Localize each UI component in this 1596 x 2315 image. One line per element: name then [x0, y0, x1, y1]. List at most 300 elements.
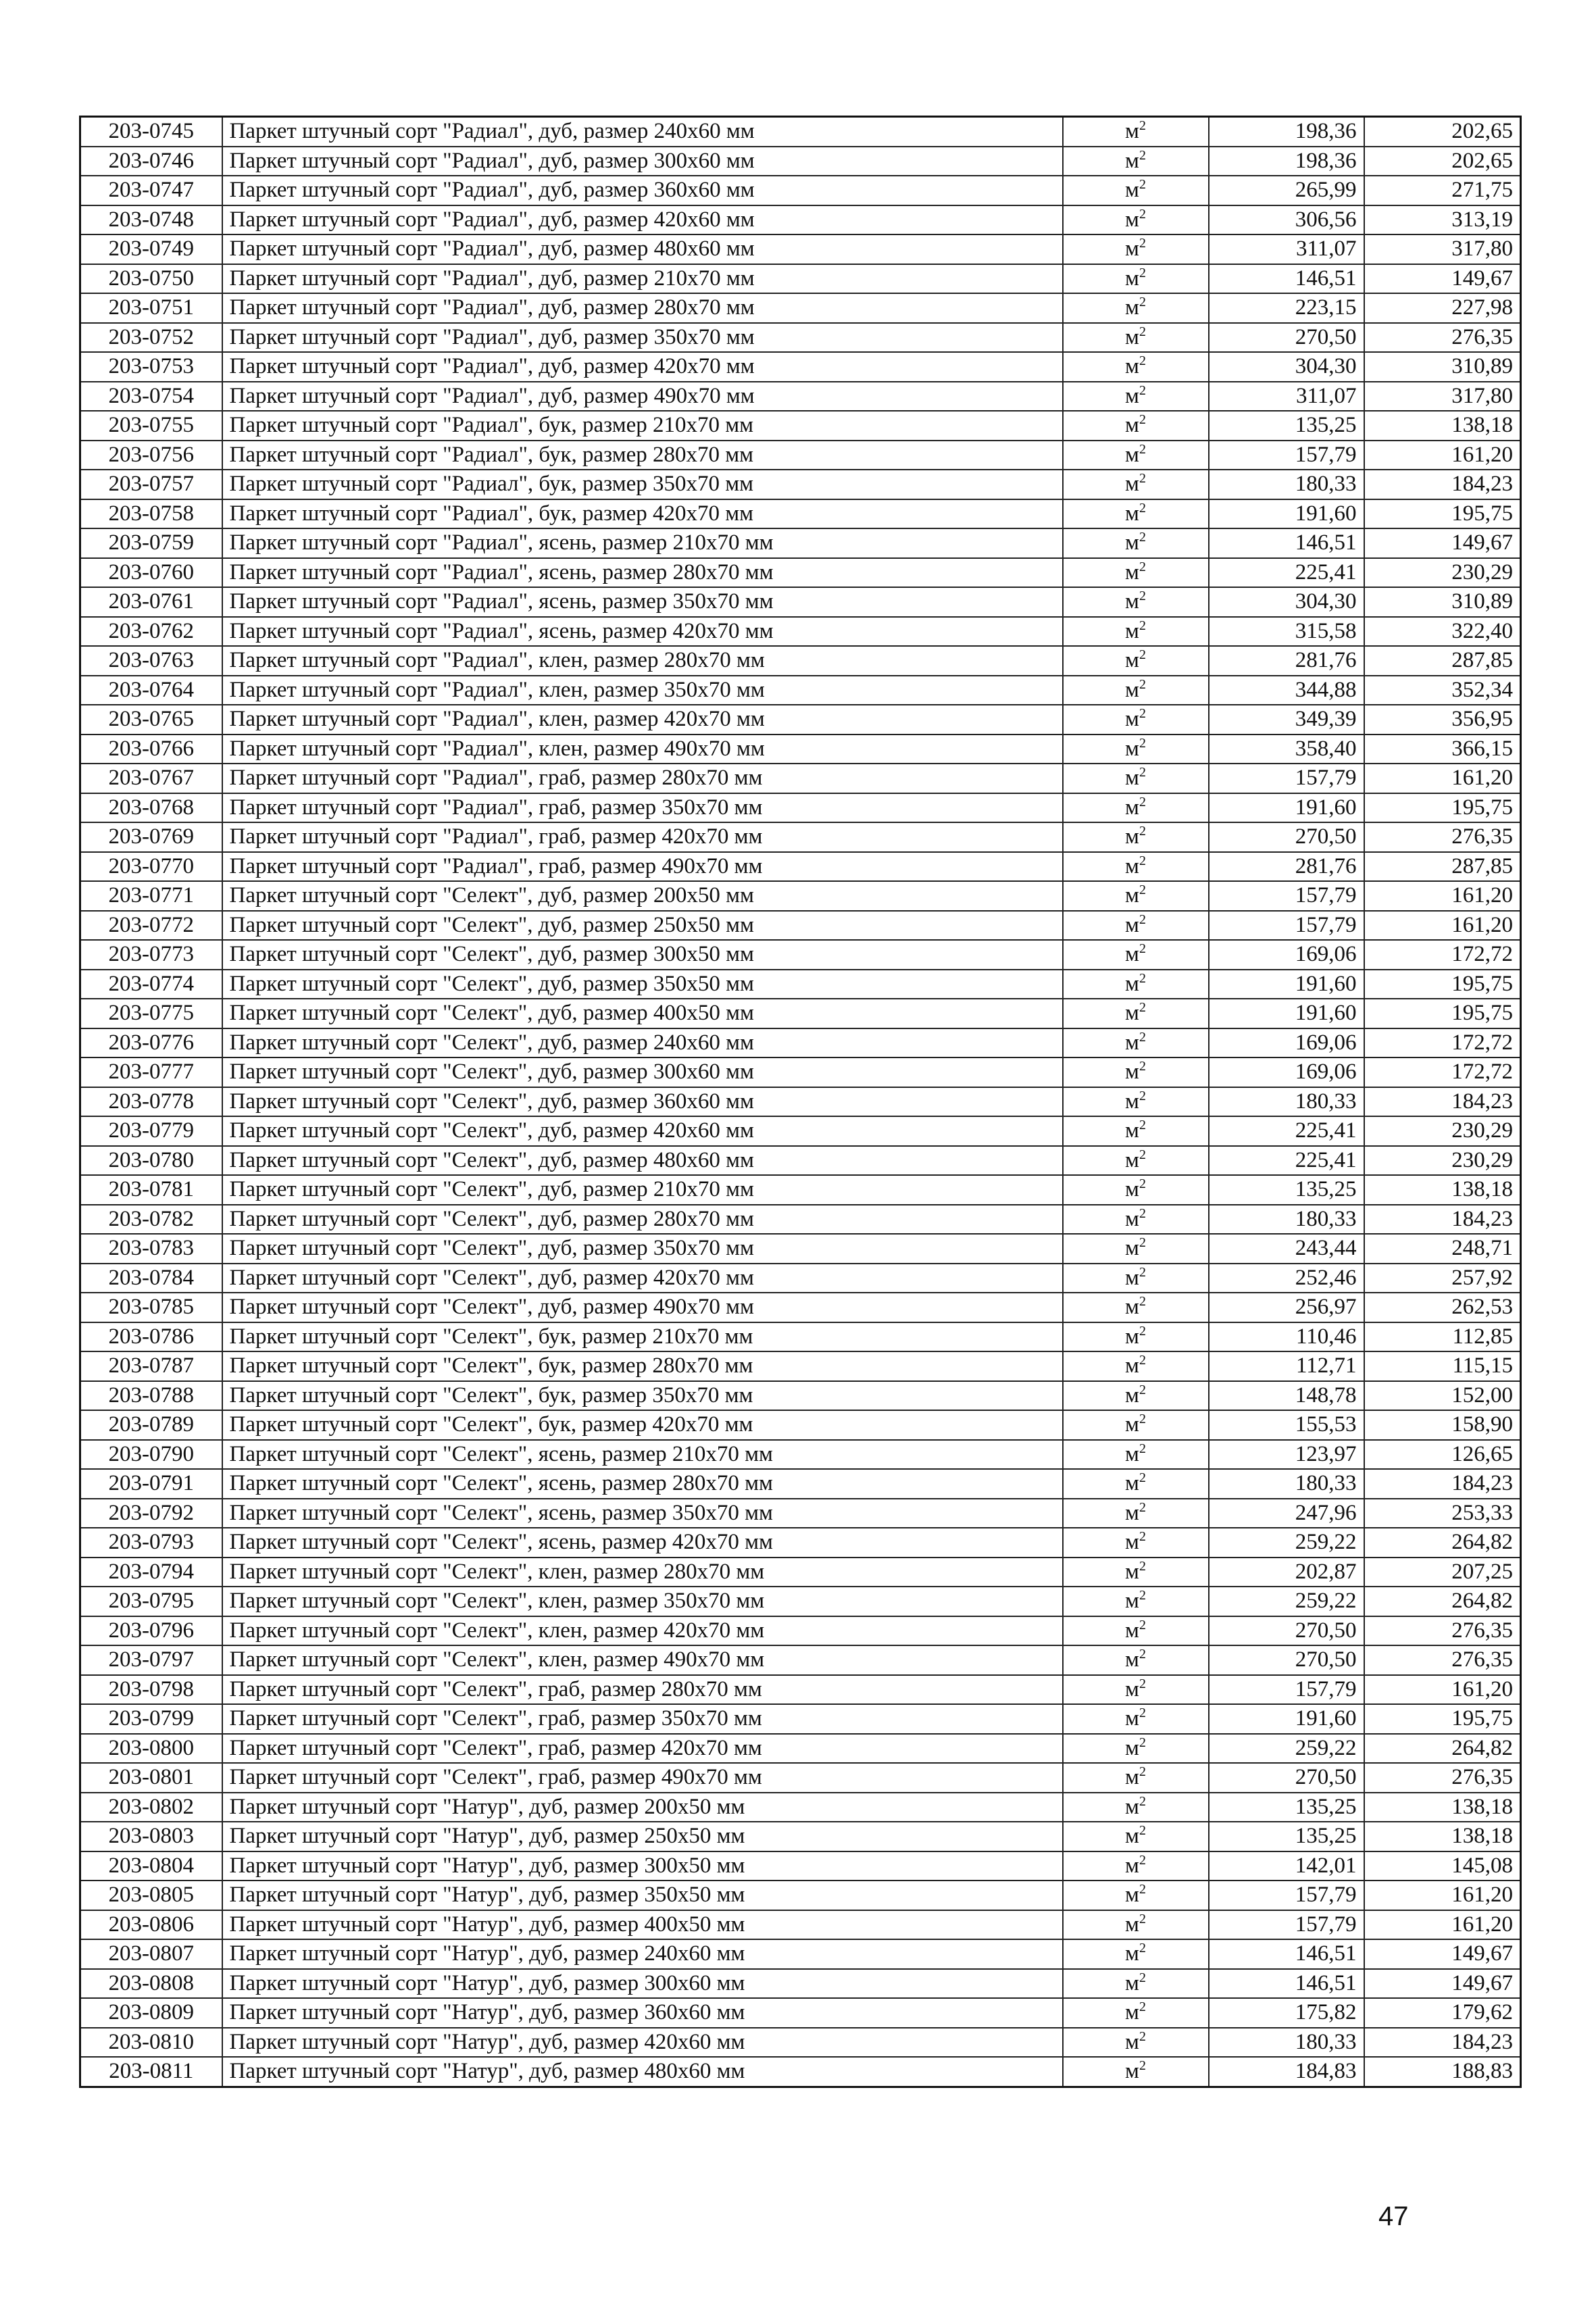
unit-base: м	[1125, 178, 1139, 203]
price-cell: 225,41	[1209, 558, 1364, 588]
price-cell: 281,76	[1209, 852, 1364, 882]
unit-base: м	[1125, 1177, 1139, 1202]
unit-cell	[1063, 1587, 1209, 1616]
item-code-cell: 203-0800	[80, 1734, 222, 1764]
price-cell: 198,36	[1209, 147, 1364, 176]
item-code-cell: 203-0787	[80, 1351, 222, 1381]
price-with-tax-cell: 264,82	[1364, 1528, 1521, 1558]
unit-cell	[1063, 558, 1209, 588]
table-row	[80, 558, 1521, 588]
unit-power: 2	[1139, 1382, 1146, 1397]
table-row	[80, 1057, 1521, 1087]
item-name-cell: Паркет штучный сорт "Радиал", клен, размер 280х70 мм	[222, 646, 1063, 676]
unit-cell	[1063, 1440, 1209, 1470]
item-name-cell: Паркет штучный сорт "Селект", дуб, размер 400х50 мм	[222, 999, 1063, 1028]
unit-power: 2	[1139, 1118, 1146, 1133]
unit-cell	[1063, 1322, 1209, 1352]
price-cell: 180,33	[1209, 1469, 1364, 1499]
price-cell: 358,40	[1209, 735, 1364, 764]
item-name-cell: Паркет штучный сорт "Радиал", бук, размер 350х70 мм	[222, 470, 1063, 499]
item-code-cell: 203-0753	[80, 352, 222, 382]
unit-power: 2	[1139, 1852, 1146, 1868]
table-row	[80, 1440, 1521, 1470]
table-row	[80, 1587, 1521, 1616]
item-name-cell: Паркет штучный сорт "Селект", дуб, размер 240х60 мм	[222, 1028, 1063, 1058]
item-name-cell: Паркет штучный сорт "Селект", бук, размер 210х70 мм	[222, 1322, 1063, 1352]
price-table	[79, 116, 1522, 2088]
table-row	[80, 1322, 1521, 1352]
unit-cell	[1063, 1234, 1209, 1264]
table-row	[80, 1734, 1521, 1764]
unit-base: м	[1125, 383, 1139, 408]
item-name-cell: Паркет штучный сорт "Радиал", клен, размер 350х70 мм	[222, 676, 1063, 705]
table-row	[80, 1528, 1521, 1558]
price-cell: 315,58	[1209, 617, 1364, 647]
price-with-tax-cell: 195,75	[1364, 1704, 1521, 1734]
item-code-cell: 203-0755	[80, 411, 222, 441]
item-code-cell: 203-0788	[80, 1381, 222, 1411]
item-name-cell: Паркет штучный сорт "Натур", дуб, размер 360х60 мм	[222, 1998, 1063, 2028]
unit-base: м	[1125, 707, 1139, 732]
price-with-tax-cell: 202,65	[1364, 147, 1521, 176]
unit-power: 2	[1139, 882, 1146, 898]
table-row	[80, 1939, 1521, 1969]
unit-power: 2	[1139, 500, 1146, 516]
price-with-tax-cell: 276,35	[1364, 822, 1521, 852]
price-cell: 157,79	[1209, 764, 1364, 793]
item-code-cell: 203-0778	[80, 1087, 222, 1117]
unit-cell	[1063, 852, 1209, 882]
unit-cell	[1063, 881, 1209, 911]
price-with-tax-cell: 257,92	[1364, 1264, 1521, 1293]
unit-cell	[1063, 705, 1209, 735]
item-name-cell: Паркет штучный сорт "Селект", дуб, размер 360х60 мм	[222, 1087, 1063, 1117]
item-code-cell: 203-0772	[80, 911, 222, 941]
unit-base: м	[1125, 736, 1139, 761]
unit-power: 2	[1139, 794, 1146, 810]
price-cell: 169,06	[1209, 940, 1364, 970]
table-row	[80, 1822, 1521, 1851]
price-cell: 259,22	[1209, 1734, 1364, 1764]
item-code-cell: 203-0757	[80, 470, 222, 499]
item-name-cell: Паркет штучный сорт "Натур", дуб, размер 480х60 мм	[222, 2057, 1063, 2087]
table-row	[80, 1116, 1521, 1146]
unit-cell	[1063, 1499, 1209, 1528]
unit-power: 2	[1139, 471, 1146, 487]
unit-cell	[1063, 528, 1209, 558]
unit-base: м	[1125, 1530, 1139, 1555]
unit-base: м	[1125, 1765, 1139, 1790]
price-cell: 146,51	[1209, 528, 1364, 558]
unit-power: 2	[1139, 706, 1146, 722]
unit-power: 2	[1139, 412, 1146, 428]
unit-base: м	[1125, 648, 1139, 673]
unit-cell	[1063, 617, 1209, 647]
item-name-cell: Паркет штучный сорт "Натур", дуб, размер 420х60 мм	[222, 2028, 1063, 2058]
unit-cell	[1063, 1558, 1209, 1587]
price-with-tax-cell: 184,23	[1364, 1087, 1521, 1117]
price-cell: 146,51	[1209, 264, 1364, 294]
item-name-cell: Паркет штучный сорт "Радиал", ясень, размер 420х70 мм	[222, 617, 1063, 647]
price-with-tax-cell: 184,23	[1364, 1205, 1521, 1235]
unit-power: 2	[1139, 1147, 1146, 1162]
item-code-cell: 203-0811	[80, 2057, 222, 2087]
table-row	[80, 852, 1521, 882]
price-cell: 259,22	[1209, 1587, 1364, 1616]
price-cell: 191,60	[1209, 1704, 1364, 1734]
price-cell: 191,60	[1209, 970, 1364, 999]
unit-cell	[1063, 999, 1209, 1028]
item-code-cell: 203-0789	[80, 1410, 222, 1440]
price-with-tax-cell: 149,67	[1364, 264, 1521, 294]
unit-cell	[1063, 1410, 1209, 1440]
item-code-cell: 203-0806	[80, 1910, 222, 1940]
item-name-cell: Паркет штучный сорт "Радиал", бук, размер 210х70 мм	[222, 411, 1063, 441]
unit-power: 2	[1139, 295, 1146, 310]
item-name-cell: Паркет штучный сорт "Натур", дуб, размер 350х50 мм	[222, 1881, 1063, 1910]
unit-power: 2	[1139, 1529, 1146, 1545]
item-name-cell: Паркет штучный сорт "Селект", ясень, размер 350х70 мм	[222, 1499, 1063, 1528]
table-row	[80, 499, 1521, 529]
unit-cell	[1063, 411, 1209, 441]
item-name-cell: Паркет штучный сорт "Радиал", граб, размер 280х70 мм	[222, 764, 1063, 793]
price-cell: 252,46	[1209, 1264, 1364, 1293]
unit-cell	[1063, 2028, 1209, 2058]
table-row	[80, 411, 1521, 441]
unit-power: 2	[1139, 1999, 1146, 2015]
item-name-cell: Паркет штучный сорт "Селект", граб, размер 420х70 мм	[222, 1734, 1063, 1764]
item-name-cell: Паркет штучный сорт "Радиал", дуб, размер 240х60 мм	[222, 117, 1063, 147]
unit-power: 2	[1139, 353, 1146, 369]
item-name-cell: Паркет штучный сорт "Селект", дуб, размер 280х70 мм	[222, 1205, 1063, 1235]
unit-power: 2	[1139, 1088, 1146, 1103]
price-cell: 270,50	[1209, 1645, 1364, 1675]
item-code-cell: 203-0804	[80, 1851, 222, 1881]
price-with-tax-cell: 195,75	[1364, 970, 1521, 999]
price-cell: 180,33	[1209, 2028, 1364, 2058]
item-code-cell: 203-0763	[80, 646, 222, 676]
price-with-tax-cell: 271,75	[1364, 176, 1521, 205]
unit-base: м	[1125, 237, 1139, 262]
unit-cell	[1063, 1057, 1209, 1087]
price-with-tax-cell: 276,35	[1364, 1763, 1521, 1793]
unit-power: 2	[1139, 1000, 1146, 1016]
unit-power: 2	[1139, 1764, 1146, 1780]
unit-base: м	[1125, 1618, 1139, 1643]
unit-base: м	[1125, 853, 1139, 878]
item-code-cell: 203-0749	[80, 234, 222, 264]
unit-base: м	[1125, 472, 1139, 497]
price-cell: 311,07	[1209, 234, 1364, 264]
table-row	[80, 676, 1521, 705]
table-row	[80, 234, 1521, 264]
item-name-cell: Паркет штучный сорт "Селект", дуб, размер 420х70 мм	[222, 1264, 1063, 1293]
unit-cell	[1063, 1469, 1209, 1499]
unit-power: 2	[1139, 1793, 1146, 1809]
price-with-tax-cell: 184,23	[1364, 470, 1521, 499]
table-row	[80, 587, 1521, 617]
table-row	[80, 1351, 1521, 1381]
unit-base: м	[1125, 295, 1139, 320]
price-cell: 198,36	[1209, 117, 1364, 147]
table-row	[80, 470, 1521, 499]
item-code-cell: 203-0810	[80, 2028, 222, 2058]
price-with-tax-cell: 152,00	[1364, 1381, 1521, 1411]
page-number: 47	[1378, 2201, 1409, 2231]
unit-power: 2	[1139, 1235, 1146, 1251]
unit-power: 2	[1139, 1970, 1146, 1985]
unit-power: 2	[1139, 1499, 1146, 1515]
unit-power: 2	[1139, 559, 1146, 574]
unit-base: м	[1125, 148, 1139, 173]
unit-base: м	[1125, 354, 1139, 379]
item-code-cell: 203-0773	[80, 940, 222, 970]
table-row	[80, 617, 1521, 647]
unit-cell	[1063, 1675, 1209, 1705]
price-cell: 247,96	[1209, 1499, 1364, 1528]
unit-base: м	[1125, 1824, 1139, 1849]
item-code-cell: 203-0797	[80, 1645, 222, 1675]
table-row	[80, 1881, 1521, 1910]
item-name-cell: Паркет штучный сорт "Селект", дуб, размер 480х60 мм	[222, 1146, 1063, 1176]
item-code-cell: 203-0802	[80, 1793, 222, 1822]
table-row	[80, 1469, 1521, 1499]
price-cell: 304,30	[1209, 587, 1364, 617]
price-table-body	[80, 117, 1521, 2087]
table-row	[80, 1146, 1521, 1176]
item-name-cell: Паркет штучный сорт "Селект", граб, размер 280х70 мм	[222, 1675, 1063, 1705]
unit-power: 2	[1139, 1176, 1146, 1192]
price-cell: 146,51	[1209, 1939, 1364, 1969]
price-with-tax-cell: 145,08	[1364, 1851, 1521, 1881]
table-row	[80, 940, 1521, 970]
price-cell: 243,44	[1209, 1234, 1364, 1264]
price-cell: 191,60	[1209, 499, 1364, 529]
price-cell: 180,33	[1209, 1087, 1364, 1117]
unit-cell	[1063, 1146, 1209, 1176]
item-name-cell: Паркет штучный сорт "Селект", дуб, размер 420х60 мм	[222, 1116, 1063, 1146]
unit-power: 2	[1139, 1617, 1146, 1633]
price-cell: 142,01	[1209, 1851, 1364, 1881]
unit-base: м	[1125, 1324, 1139, 1349]
item-name-cell: Паркет штучный сорт "Радиал", граб, размер 350х70 мм	[222, 793, 1063, 823]
table-row	[80, 1175, 1521, 1205]
price-cell: 184,83	[1209, 2057, 1364, 2087]
unit-cell	[1063, 1205, 1209, 1235]
unit-base: м	[1125, 1030, 1139, 1055]
price-with-tax-cell: 149,67	[1364, 1969, 1521, 1999]
item-code-cell: 203-0808	[80, 1969, 222, 1999]
unit-base: м	[1125, 912, 1139, 937]
item-name-cell: Паркет штучный сорт "Радиал", дуб, размер 420х70 мм	[222, 352, 1063, 382]
table-row	[80, 646, 1521, 676]
item-code-cell: 203-0807	[80, 1939, 222, 1969]
unit-cell	[1063, 1645, 1209, 1675]
price-with-tax-cell: 287,85	[1364, 646, 1521, 676]
item-name-cell: Паркет штучный сорт "Радиал", ясень, размер 350х70 мм	[222, 587, 1063, 617]
item-code-cell: 203-0793	[80, 1528, 222, 1558]
price-cell: 180,33	[1209, 1205, 1364, 1235]
item-code-cell: 203-0746	[80, 147, 222, 176]
table-row	[80, 1675, 1521, 1705]
price-with-tax-cell: 310,89	[1364, 587, 1521, 617]
unit-base: м	[1125, 971, 1139, 996]
unit-cell	[1063, 499, 1209, 529]
item-name-cell: Паркет штучный сорт "Селект", граб, размер 490х70 мм	[222, 1763, 1063, 1793]
item-code-cell: 203-0795	[80, 1587, 222, 1616]
item-name-cell: Паркет штучный сорт "Селект", бук, размер 350х70 мм	[222, 1381, 1063, 1411]
table-row	[80, 1851, 1521, 1881]
item-name-cell: Паркет штучный сорт "Натур", дуб, размер 300х50 мм	[222, 1851, 1063, 1881]
unit-power: 2	[1139, 912, 1146, 927]
unit-base: м	[1125, 1383, 1139, 1408]
price-cell: 265,99	[1209, 176, 1364, 205]
price-with-tax-cell: 161,20	[1364, 1675, 1521, 1705]
item-code-cell: 203-0779	[80, 1116, 222, 1146]
unit-base: м	[1125, 824, 1139, 849]
item-code-cell: 203-0796	[80, 1616, 222, 1646]
item-code-cell: 203-0762	[80, 617, 222, 647]
table-row	[80, 382, 1521, 412]
item-name-cell: Паркет штучный сорт "Селект", дуб, размер 210х70 мм	[222, 1175, 1063, 1205]
price-with-tax-cell: 188,83	[1364, 2057, 1521, 2087]
unit-power: 2	[1139, 589, 1146, 604]
item-code-cell: 203-0805	[80, 1881, 222, 1910]
unit-power: 2	[1139, 1441, 1146, 1456]
price-with-tax-cell: 126,65	[1364, 1440, 1521, 1470]
unit-base: м	[1125, 1265, 1139, 1290]
item-name-cell: Паркет штучный сорт "Натур", дуб, размер 400х50 мм	[222, 1910, 1063, 1940]
item-code-cell: 203-0774	[80, 970, 222, 999]
unit-cell	[1063, 911, 1209, 941]
price-cell: 225,41	[1209, 1116, 1364, 1146]
price-cell: 270,50	[1209, 1763, 1364, 1793]
item-name-cell: Паркет штучный сорт "Радиал", дуб, размер 300х60 мм	[222, 147, 1063, 176]
price-with-tax-cell: 227,98	[1364, 293, 1521, 323]
price-with-tax-cell: 317,80	[1364, 382, 1521, 412]
price-with-tax-cell: 172,72	[1364, 1028, 1521, 1058]
price-cell: 349,39	[1209, 705, 1364, 735]
price-with-tax-cell: 184,23	[1364, 1469, 1521, 1499]
unit-base: м	[1125, 1206, 1139, 1231]
price-with-tax-cell: 195,75	[1364, 793, 1521, 823]
item-name-cell: Паркет штучный сорт "Селект", дуб, размер 350х70 мм	[222, 1234, 1063, 1264]
price-with-tax-cell: 310,89	[1364, 352, 1521, 382]
unit-power: 2	[1139, 1558, 1146, 1574]
price-with-tax-cell: 161,20	[1364, 911, 1521, 941]
table-row	[80, 793, 1521, 823]
unit-power: 2	[1139, 647, 1146, 663]
item-name-cell: Паркет штучный сорт "Селект", дуб, размер 250х50 мм	[222, 911, 1063, 941]
table-row	[80, 2028, 1521, 2058]
price-cell: 157,79	[1209, 441, 1364, 470]
price-with-tax-cell: 276,35	[1364, 1645, 1521, 1675]
table-row	[80, 970, 1521, 999]
price-cell: 225,41	[1209, 1146, 1364, 1176]
item-code-cell: 203-0761	[80, 587, 222, 617]
unit-cell	[1063, 1264, 1209, 1293]
unit-base: м	[1125, 2059, 1139, 2084]
item-code-cell: 203-0777	[80, 1057, 222, 1087]
unit-base: м	[1125, 1853, 1139, 1878]
price-with-tax-cell: 230,29	[1364, 558, 1521, 588]
price-cell: 311,07	[1209, 382, 1364, 412]
item-code-cell: 203-0781	[80, 1175, 222, 1205]
item-code-cell: 203-0783	[80, 1234, 222, 1264]
price-with-tax-cell: 161,20	[1364, 1910, 1521, 1940]
table-row	[80, 822, 1521, 852]
price-with-tax-cell: 276,35	[1364, 1616, 1521, 1646]
item-name-cell: Паркет штучный сорт "Селект", клен, размер 280х70 мм	[222, 1558, 1063, 1587]
price-cell: 169,06	[1209, 1028, 1364, 1058]
price-cell: 157,79	[1209, 881, 1364, 911]
price-cell: 180,33	[1209, 470, 1364, 499]
price-with-tax-cell: 161,20	[1364, 764, 1521, 793]
table-row	[80, 911, 1521, 941]
item-code-cell: 203-0760	[80, 558, 222, 588]
table-row	[80, 441, 1521, 470]
price-with-tax-cell: 253,33	[1364, 1499, 1521, 1528]
unit-cell	[1063, 1116, 1209, 1146]
price-cell: 157,79	[1209, 911, 1364, 941]
table-row	[80, 1763, 1521, 1793]
item-code-cell: 203-0799	[80, 1704, 222, 1734]
price-cell: 191,60	[1209, 999, 1364, 1028]
price-with-tax-cell: 195,75	[1364, 999, 1521, 1028]
item-code-cell: 203-0765	[80, 705, 222, 735]
item-code-cell: 203-0798	[80, 1675, 222, 1705]
price-cell: 123,97	[1209, 1440, 1364, 1470]
price-with-tax-cell: 207,25	[1364, 1558, 1521, 1587]
table-row	[80, 999, 1521, 1028]
unit-power: 2	[1139, 177, 1146, 193]
item-code-cell: 203-0769	[80, 822, 222, 852]
unit-base: м	[1125, 1883, 1139, 1908]
item-name-cell: Паркет штучный сорт "Радиал", дуб, размер 420х60 мм	[222, 205, 1063, 235]
unit-base: м	[1125, 1794, 1139, 1819]
unit-base: м	[1125, 1676, 1139, 1701]
table-row	[80, 1087, 1521, 1117]
price-with-tax-cell: 366,15	[1364, 735, 1521, 764]
item-code-cell: 203-0771	[80, 881, 222, 911]
unit-power: 2	[1139, 118, 1146, 134]
table-row	[80, 2057, 1521, 2087]
price-with-tax-cell: 184,23	[1364, 2028, 1521, 2058]
unit-power: 2	[1139, 324, 1146, 339]
table-row	[80, 1969, 1521, 1999]
unit-base: м	[1125, 1589, 1139, 1614]
item-code-cell: 203-0751	[80, 293, 222, 323]
unit-cell	[1063, 1793, 1209, 1822]
unit-power: 2	[1139, 147, 1146, 163]
item-name-cell: Паркет штучный сорт "Селект", дуб, размер 350х50 мм	[222, 970, 1063, 999]
item-name-cell: Паркет штучный сорт "Селект", ясень, размер 420х70 мм	[222, 1528, 1063, 1558]
unit-base: м	[1125, 1236, 1139, 1261]
unit-cell	[1063, 1734, 1209, 1764]
item-name-cell: Паркет штучный сорт "Радиал", граб, размер 420х70 мм	[222, 822, 1063, 852]
table-row	[80, 1998, 1521, 2028]
table-row	[80, 352, 1521, 382]
item-name-cell: Паркет штучный сорт "Селект", дуб, размер 200х50 мм	[222, 881, 1063, 911]
table-row	[80, 735, 1521, 764]
table-row	[80, 1558, 1521, 1587]
price-with-tax-cell: 138,18	[1364, 411, 1521, 441]
table-row	[80, 293, 1521, 323]
unit-base: м	[1125, 2029, 1139, 2054]
item-name-cell: Паркет штучный сорт "Селект", ясень, размер 280х70 мм	[222, 1469, 1063, 1499]
table-row	[80, 1616, 1521, 1646]
item-name-cell: Паркет штучный сорт "Радиал", дуб, размер 480х60 мм	[222, 234, 1063, 264]
